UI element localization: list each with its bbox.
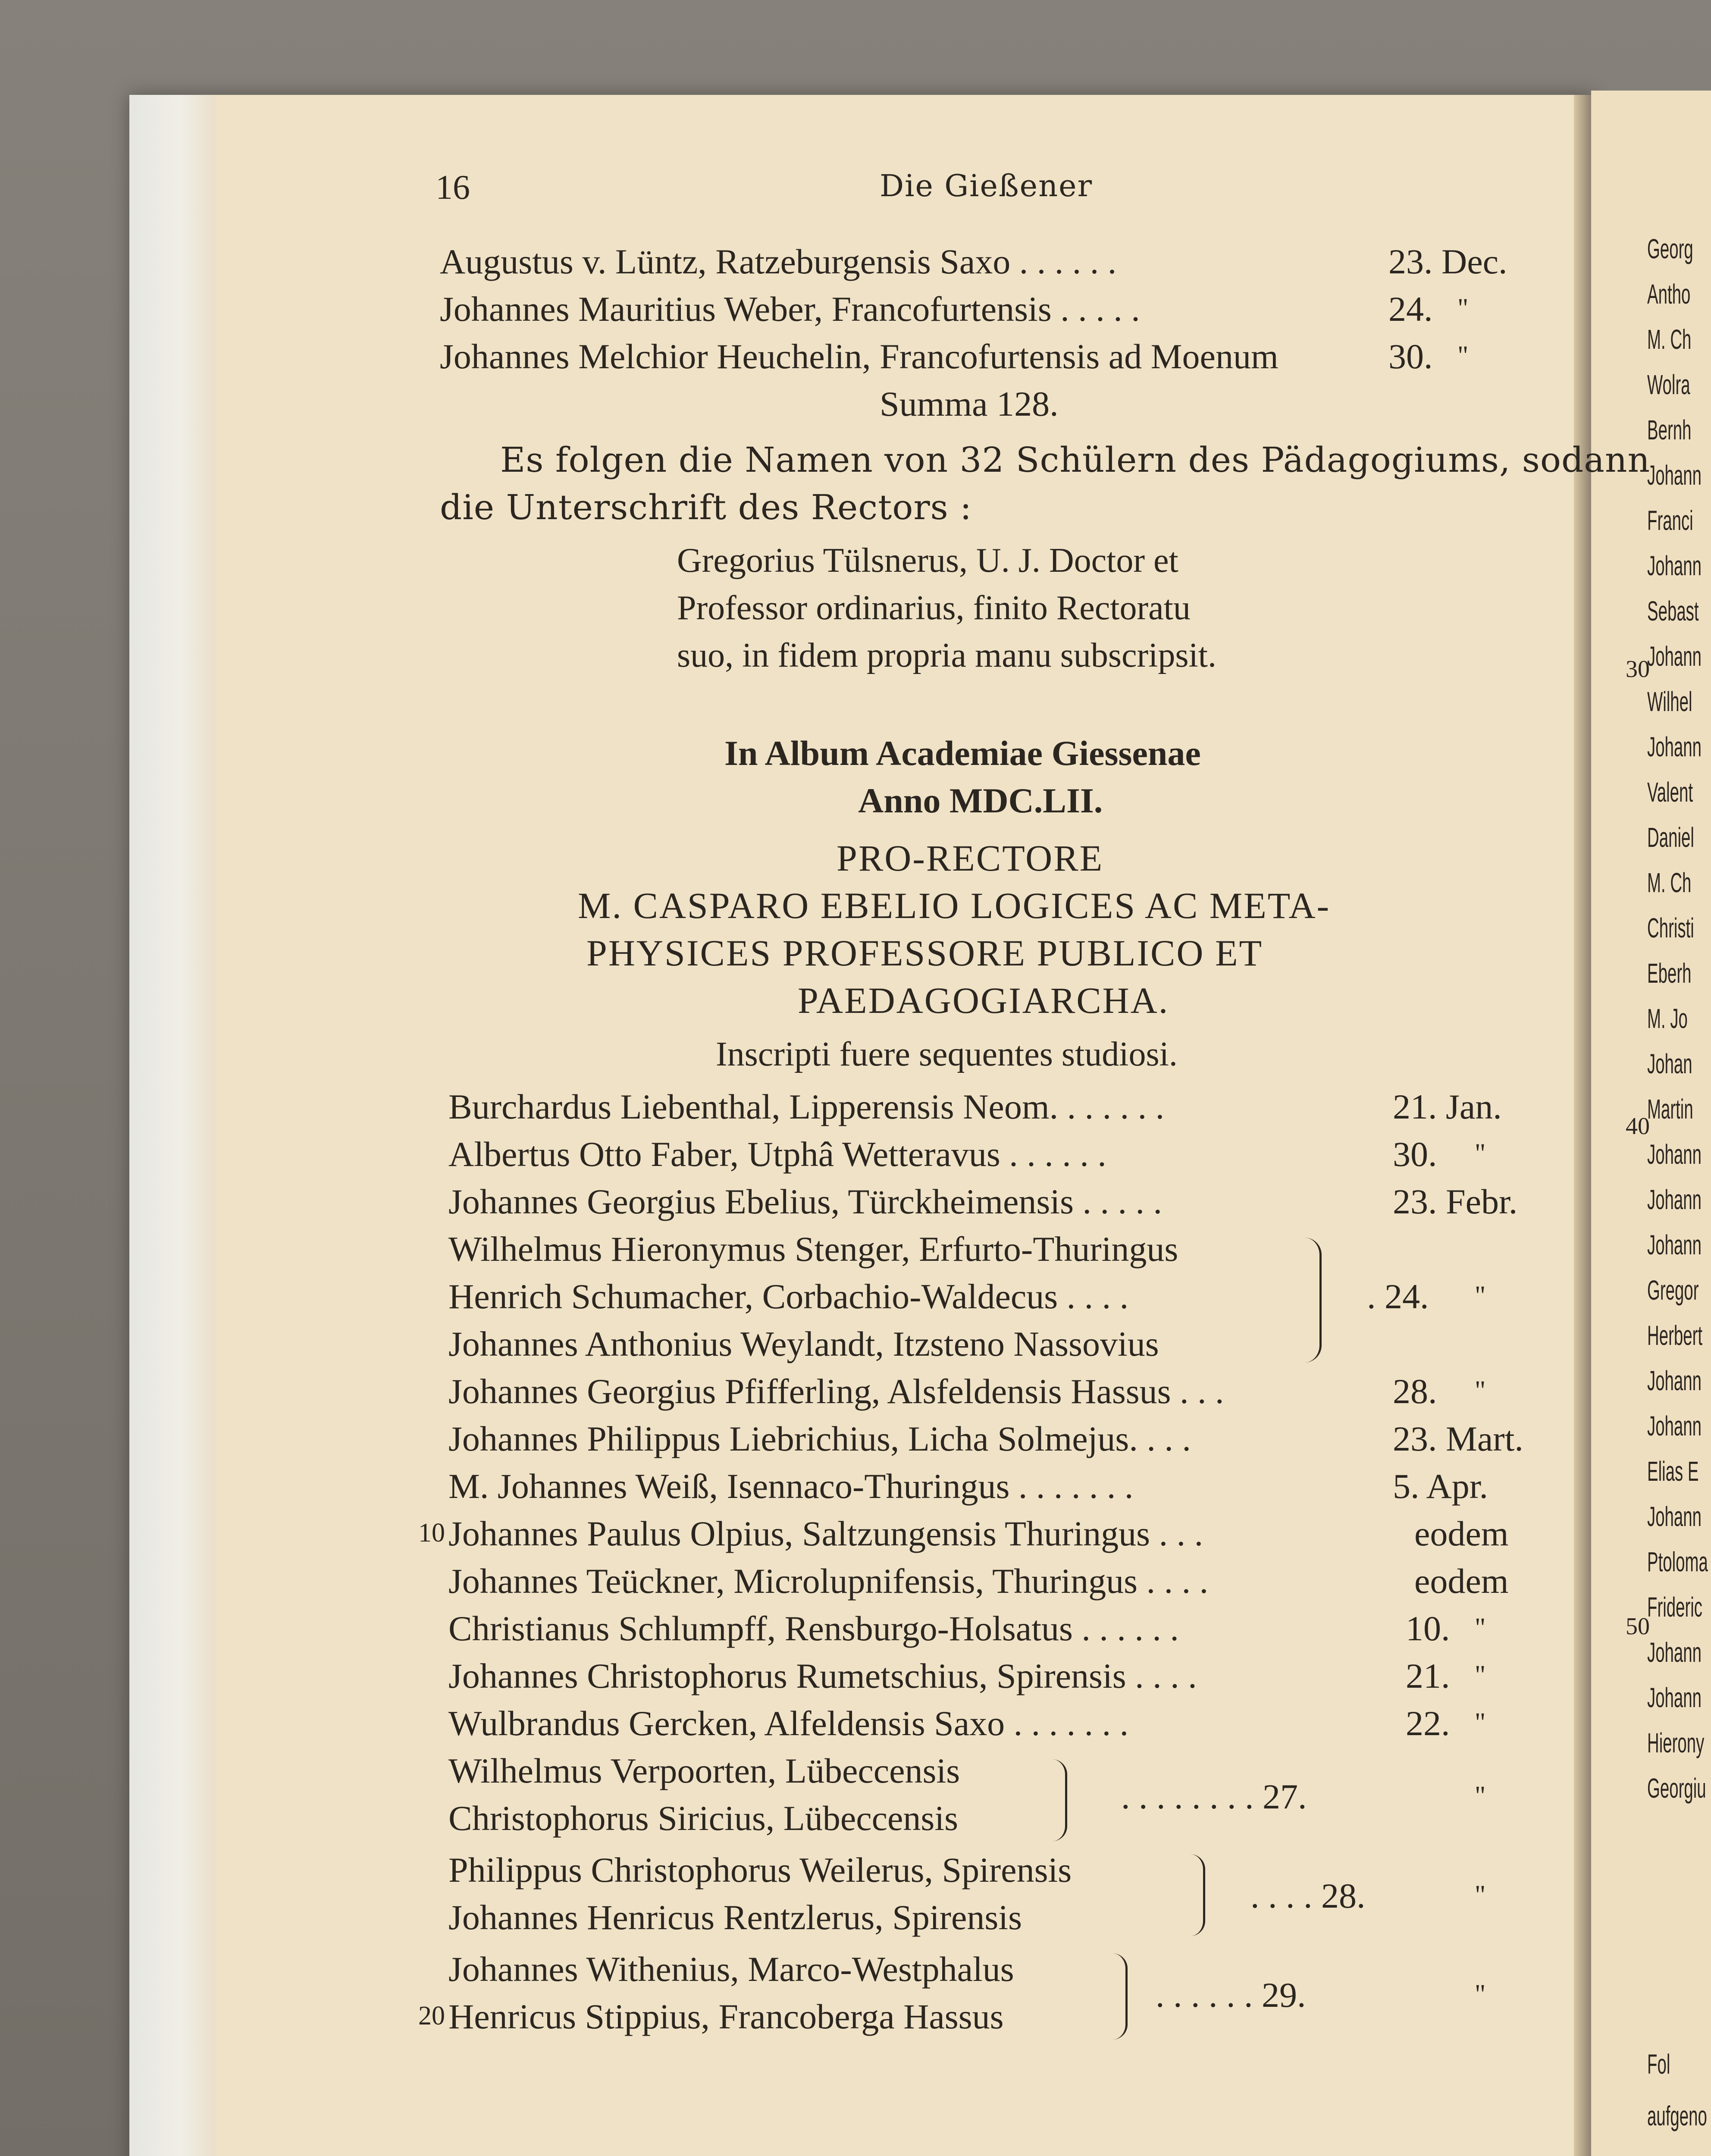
entry-date: 23. Mart. bbox=[1393, 1419, 1523, 1458]
facing-page-line: Martin bbox=[1647, 1094, 1693, 1125]
summa: Summa 128. bbox=[880, 384, 1059, 423]
entry-name: Albertus Otto Faber, Utphâ Wetteravus . . . . . . bbox=[448, 1134, 1106, 1174]
rector-line: M. CASPARO EBELIO LOGICES AC META- bbox=[578, 885, 1331, 926]
page-edge-strip bbox=[129, 95, 216, 2156]
facing-page-line: Johann bbox=[1647, 1365, 1702, 1396]
entry-name: Johannes Georgius Pfifferling, Alsfeldensis Hassus . . . bbox=[448, 1372, 1224, 1411]
entry-name: Johannes Georgius Ebelius, Türckheimensis . . . . . bbox=[448, 1182, 1162, 1221]
section-intro: Inscripti fuere sequentes studiosi. bbox=[716, 1035, 1178, 1073]
bracket bbox=[1112, 1953, 1128, 2040]
entry-name: Wilhelmus Verpoorten, Lübeccensis bbox=[448, 1751, 960, 1790]
facing-page-line: M. Ch bbox=[1647, 324, 1692, 355]
entry-date: 24. bbox=[1388, 289, 1433, 329]
ditto-mark: " bbox=[1475, 1980, 1486, 2009]
entry-name: Johannes Anthonius Weylandt, Itzsteno Nassovius bbox=[448, 1324, 1159, 1363]
bracket bbox=[1302, 1238, 1322, 1363]
entry-name: Johannes Mauritius Weber, Francofurtensis . . . . . bbox=[440, 289, 1140, 329]
entry-date: 5. Apr. bbox=[1393, 1467, 1488, 1506]
entry-date: 10. bbox=[1406, 1609, 1450, 1648]
facing-page-line: Christi bbox=[1647, 912, 1694, 943]
facing-page-line: Sebast bbox=[1647, 595, 1699, 627]
entry-name: Johannes Christophorus Rumetschius, Spirensis . . . . bbox=[448, 1656, 1197, 1695]
note-line: die Unterschrift des Rectors : bbox=[440, 487, 972, 527]
ditto-mark: " bbox=[1475, 1281, 1486, 1310]
entry-date: 21. bbox=[1406, 1656, 1450, 1695]
entry-name: Christianus Schlumpff, Rensburgo-Holsatus . . . . . . bbox=[448, 1609, 1179, 1648]
rector-line: PRO-RECTORE bbox=[837, 837, 1104, 879]
facing-page-line: Johann bbox=[1647, 1139, 1702, 1170]
facing-page-line: Eberh bbox=[1647, 958, 1692, 989]
rector-line: PAEDAGOGIARCHA. bbox=[798, 980, 1169, 1021]
entry-name: M. Johannes Weiß, Isennaco-Thuringus . . . . . . . bbox=[448, 1467, 1134, 1506]
entry-date: 23. Febr. bbox=[1393, 1182, 1518, 1221]
facing-page-line: M. Jo bbox=[1647, 1003, 1688, 1034]
facing-page-line: Gregor bbox=[1647, 1275, 1699, 1306]
entry-date: 21. Jan. bbox=[1393, 1087, 1502, 1126]
entry-name: Burchardus Liebenthal, Lipperensis Neom. . . . . . . bbox=[448, 1087, 1165, 1126]
entry-date: 22. bbox=[1406, 1704, 1450, 1743]
facing-page-line: Elias E bbox=[1647, 1456, 1699, 1487]
entry-date: eodem bbox=[1414, 1561, 1509, 1601]
bracket bbox=[1052, 1759, 1067, 1841]
facing-page-line: Valent bbox=[1647, 777, 1693, 808]
facing-page-fragment bbox=[1591, 91, 1711, 2156]
facing-page-line: Frideric bbox=[1647, 1592, 1703, 1623]
facing-page-line: Hierony bbox=[1647, 1727, 1705, 1758]
bracket bbox=[1190, 1854, 1205, 1936]
facing-page-line: Daniel bbox=[1647, 822, 1694, 853]
line-number: 10 bbox=[418, 1518, 445, 1548]
entry-name: Johannes Teückner, Microlupnifensis, Thuringus . . . . bbox=[448, 1561, 1209, 1601]
facing-page-line-number: 40 bbox=[1626, 1113, 1650, 1140]
facing-page-line-number: 30 bbox=[1626, 656, 1650, 683]
entry-date: . . . . . . 29. bbox=[1156, 1975, 1306, 2015]
section-year: Anno MDC.LII. bbox=[858, 781, 1103, 820]
entry-name: Philippus Christophorus Weilerus, Spirensis bbox=[448, 1850, 1072, 1890]
section-title: In Album Academiae Giessenae bbox=[724, 733, 1201, 773]
facing-page-line-number: 50 bbox=[1626, 1613, 1650, 1640]
facing-page-line: Johann bbox=[1647, 1637, 1702, 1668]
facing-page-line: Bernh bbox=[1647, 414, 1692, 445]
entry-name: Christophorus Siricius, Lübeccensis bbox=[448, 1799, 959, 1838]
facing-page-line: aufgeno bbox=[1647, 2100, 1707, 2131]
facing-page-line: Johann bbox=[1647, 1682, 1702, 1713]
ditto-mark: " bbox=[1475, 1880, 1486, 1910]
facing-page-line: Johann bbox=[1647, 1229, 1702, 1260]
entry-date: 28. bbox=[1393, 1372, 1437, 1411]
ditto-mark: " bbox=[1475, 1781, 1486, 1811]
facing-page-line: Johan bbox=[1647, 1048, 1692, 1079]
line-number: 20 bbox=[418, 2001, 445, 2031]
ditto-mark: " bbox=[1475, 1708, 1486, 1737]
rector-line: PHYSICES PROFESSORE PUBLICO ET bbox=[586, 932, 1263, 974]
entry-date: . . . . . . . . 27. bbox=[1121, 1777, 1307, 1816]
ditto-mark: " bbox=[1457, 341, 1469, 370]
subscription-line: suo, in fidem propria manu subscripsit. bbox=[677, 636, 1216, 674]
facing-page-line: Johann bbox=[1647, 731, 1702, 762]
entry-name: Johannes Philippus Liebrichius, Licha Solmejus. . . . bbox=[448, 1419, 1191, 1458]
ditto-mark: " bbox=[1475, 1661, 1486, 1690]
facing-page-line: Georgiu bbox=[1647, 1773, 1706, 1804]
entry-name: Wulbrandus Gercken, Alfeldensis Saxo . . . . . . . bbox=[448, 1704, 1129, 1743]
entry-date: 23. Dec. bbox=[1388, 242, 1507, 281]
entry-name: Augustus v. Lüntz, Ratzeburgensis Saxo . . . . . . bbox=[440, 242, 1117, 281]
facing-page-line: Johann bbox=[1647, 1501, 1702, 1532]
facing-page-line: Fol bbox=[1647, 2049, 1670, 2080]
entry-date: 30. bbox=[1388, 337, 1433, 376]
facing-page-line: Wolra bbox=[1647, 369, 1690, 400]
facing-page-line: Franci bbox=[1647, 505, 1693, 536]
facing-page-line: Johann bbox=[1647, 460, 1702, 491]
facing-page-line: Johann bbox=[1647, 550, 1702, 581]
note-line: Es folgen die Namen von 32 Schülern des Pädagogiums, sodann bbox=[500, 440, 1651, 480]
facing-page-line: Johann bbox=[1647, 1410, 1702, 1442]
ditto-mark: " bbox=[1475, 1139, 1486, 1168]
page-number: 16 bbox=[436, 169, 470, 207]
facing-page-line: Ptoloma bbox=[1647, 1546, 1708, 1577]
entry-date: 30. bbox=[1393, 1134, 1437, 1174]
entry-name: Henrich Schumacher, Corbachio-Waldecus . . . . bbox=[448, 1277, 1129, 1316]
entry-name: Johannes Withenius, Marco-Westphalus bbox=[448, 1949, 1014, 1989]
entry-name: Henricus Stippius, Francoberga Hassus bbox=[448, 1997, 1004, 2036]
running-head: Die Gießener bbox=[880, 168, 1093, 204]
facing-page-line: Johann bbox=[1647, 1184, 1702, 1215]
facing-page-line: Antho bbox=[1647, 279, 1691, 310]
subscription-line: Gregorius Tülsnerus, U. J. Doctor et bbox=[677, 542, 1178, 580]
entry-name: Wilhelmus Hieronymus Stenger, Erfurto-Thuringus bbox=[448, 1229, 1178, 1269]
facing-page-line: Johann bbox=[1647, 641, 1702, 672]
ditto-mark: " bbox=[1457, 294, 1469, 323]
facing-page-line: M. Ch bbox=[1647, 867, 1692, 898]
ditto-mark: " bbox=[1475, 1613, 1486, 1642]
facing-page-line: Georg bbox=[1647, 233, 1693, 264]
entry-date: eodem bbox=[1414, 1514, 1509, 1553]
facing-page-line: Herbert bbox=[1647, 1320, 1703, 1351]
subscription-line: Professor ordinarius, finito Rectoratu bbox=[677, 589, 1191, 627]
facing-page-line: Wilhel bbox=[1647, 686, 1692, 717]
book-gutter bbox=[1574, 95, 1591, 2156]
entry-date: . . . . 28. bbox=[1250, 1876, 1366, 1915]
entry-date: . 24. bbox=[1367, 1277, 1429, 1316]
entry-name: Johannes Paulus Olpius, Saltzungensis Thuringus . . . bbox=[448, 1514, 1203, 1553]
entry-name: Johannes Melchior Heuchelin, Francofurtensis ad Moenum bbox=[440, 337, 1279, 376]
entry-name: Johannes Henricus Rentzlerus, Spirensis bbox=[448, 1898, 1022, 1937]
ditto-mark: " bbox=[1475, 1376, 1486, 1405]
